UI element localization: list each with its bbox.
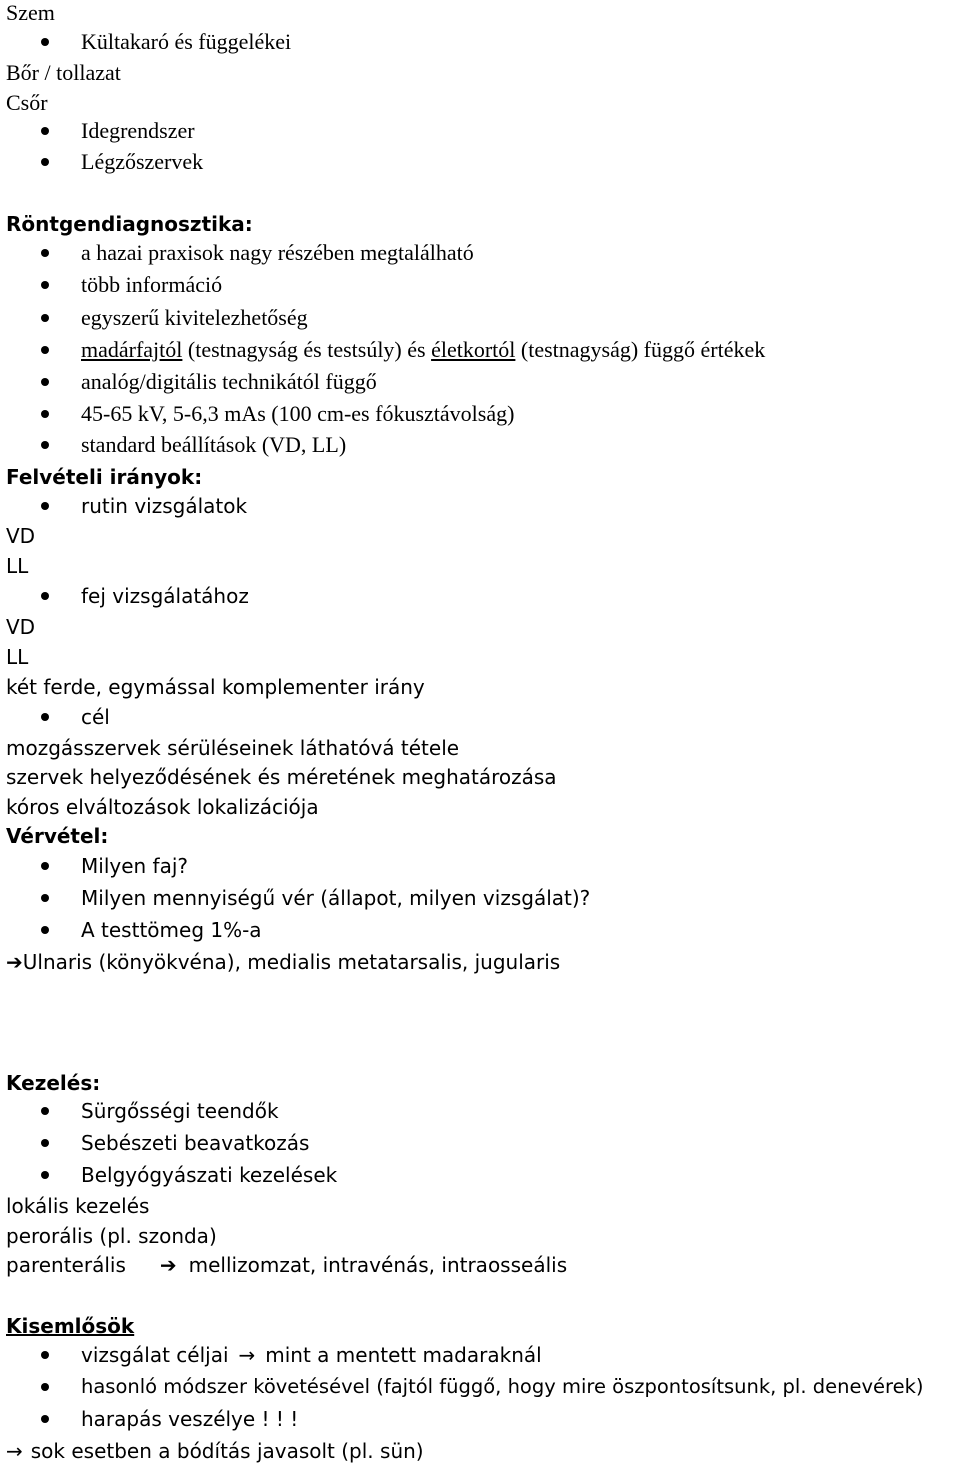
arrow-right-icon: →: [6, 1439, 23, 1463]
bullet-icon: [41, 281, 49, 289]
text-cel1: mozgásszervek sérüléseinek láthatóvá tétele: [6, 736, 460, 760]
item-f2: fej vizsgálatához: [81, 584, 249, 608]
bullet-icon: [41, 1383, 49, 1391]
item-s1: [81, 1342, 542, 1368]
item-r5: analóg/digitális technikától függő: [81, 369, 377, 394]
text-cel3: kóros elváltozások lokalizációja: [6, 795, 319, 819]
text-cel2: szervek helyeződésének és méretének meghatározása: [6, 765, 557, 789]
heading-kezeles: Kezelés:: [6, 1071, 101, 1095]
link-eletkortol[interactable]: életkortól: [431, 337, 516, 362]
item-r7: standard beállítások (VD, LL): [81, 432, 347, 457]
bullet-icon: [41, 378, 49, 386]
bullet-icon: [41, 1351, 49, 1359]
text-v4-body: Ulnaris (könyökvéna), medialis metatarsalis, jugularis: [22, 950, 561, 974]
item-f1: rutin vizsgálatok: [81, 494, 248, 518]
heading-felveteli: Felvételi irányok:: [6, 465, 203, 489]
arrow-right-icon: →: [238, 1343, 256, 1367]
text-ll1: LL: [6, 554, 29, 578]
item-k2: Sebészeti beavatkozás: [81, 1131, 310, 1155]
item-v3: A testtömeg 1%-a: [81, 918, 262, 942]
bullet-icon: [41, 713, 49, 721]
text-k6-b: mellizomzat, intravénás, intraosseális: [188, 1253, 568, 1277]
text-k5: perorális (pl. szonda): [6, 1224, 217, 1248]
item-v1: Milyen faj?: [81, 854, 189, 878]
item-s3: harapás veszélye ! ! !: [81, 1407, 299, 1431]
bullet-icon: [41, 502, 49, 510]
item-k1: Sürgősségi teendők: [81, 1099, 279, 1123]
bullet-icon: [41, 158, 49, 166]
bullet-icon: [41, 1107, 49, 1115]
text-bor: Bőr / tollazat: [6, 60, 121, 85]
bullet-icon: [41, 314, 49, 322]
bullet-icon: [41, 1415, 49, 1423]
arrow-right-icon: ➔: [159, 1253, 177, 1277]
arrow-right-icon: ➔: [6, 950, 23, 974]
item-v2: Milyen mennyiségű vér (állapot, milyen vizsgálat)?: [81, 886, 591, 910]
text-r4-b: (testnagyság és testsúly) és: [182, 337, 432, 362]
item-s2: hasonló módszer követésével (fajtól függő, hogy mire öszpontosítsunk, pl. denevérek): [81, 1375, 924, 1398]
item-r4: [81, 337, 765, 363]
item-r2: több információ: [81, 272, 223, 297]
link-madarfajtol[interactable]: madárfajtól: [81, 337, 183, 362]
item-r1: a hazai praxisok nagy részében megtalálható: [81, 240, 474, 265]
text-s1-a: vizsgálat céljai: [81, 1343, 229, 1367]
text-k6-a: parenterális: [6, 1253, 126, 1277]
bullet-icon: [41, 926, 49, 934]
item-legzoszervek: Légzőszervek: [81, 149, 204, 174]
bullet-icon: [41, 862, 49, 870]
text-szem: Szem: [6, 0, 55, 25]
text-s4: [6, 1438, 424, 1464]
text-s4-body: sok esetben a bódítás javasolt (pl. sün): [30, 1439, 424, 1463]
text-vd1: VD: [6, 524, 36, 548]
heading-vervetel: Vérvétel:: [6, 824, 109, 848]
item-r6: 45-65 kV, 5-6,3 mAs (100 cm-es fókusztávolság): [81, 401, 515, 426]
bullet-icon: [41, 346, 49, 354]
item-r3: egyszerű kivitelezhetőség: [81, 305, 308, 330]
bullet-icon: [41, 1171, 49, 1179]
bullet-icon: [41, 249, 49, 257]
text-s1-b: mint a mentett madaraknál: [265, 1343, 542, 1367]
bullet-icon: [41, 894, 49, 902]
bullet-icon: [41, 441, 49, 449]
bullet-icon: [41, 38, 49, 46]
bullet-icon: [41, 410, 49, 418]
item-idegrendszer: Idegrendszer: [81, 118, 195, 143]
text-v4: [6, 949, 560, 975]
text-r4-d: (testnagyság) függő értékek: [515, 337, 766, 362]
text-k6: [6, 1252, 567, 1278]
heading-rontgen: Röntgendiagnosztika:: [6, 212, 253, 236]
text-ferde: két ferde, egymással komplementer irány: [6, 675, 425, 699]
text-csor: Csőr: [6, 90, 48, 115]
heading-kisemlosok: Kisemlősök: [6, 1314, 135, 1338]
bullet-icon: [41, 592, 49, 600]
text-vd2: VD: [6, 615, 36, 639]
text-k4: lokális kezelés: [6, 1194, 150, 1218]
text-ll2: LL: [6, 645, 29, 669]
item-k3: Belgyógyászati kezelések: [81, 1163, 338, 1187]
bullet-icon: [41, 127, 49, 135]
item-cel: cél: [81, 705, 110, 729]
item-kultakaro: Kültakaró és függelékei: [81, 29, 292, 54]
bullet-icon: [41, 1139, 49, 1147]
